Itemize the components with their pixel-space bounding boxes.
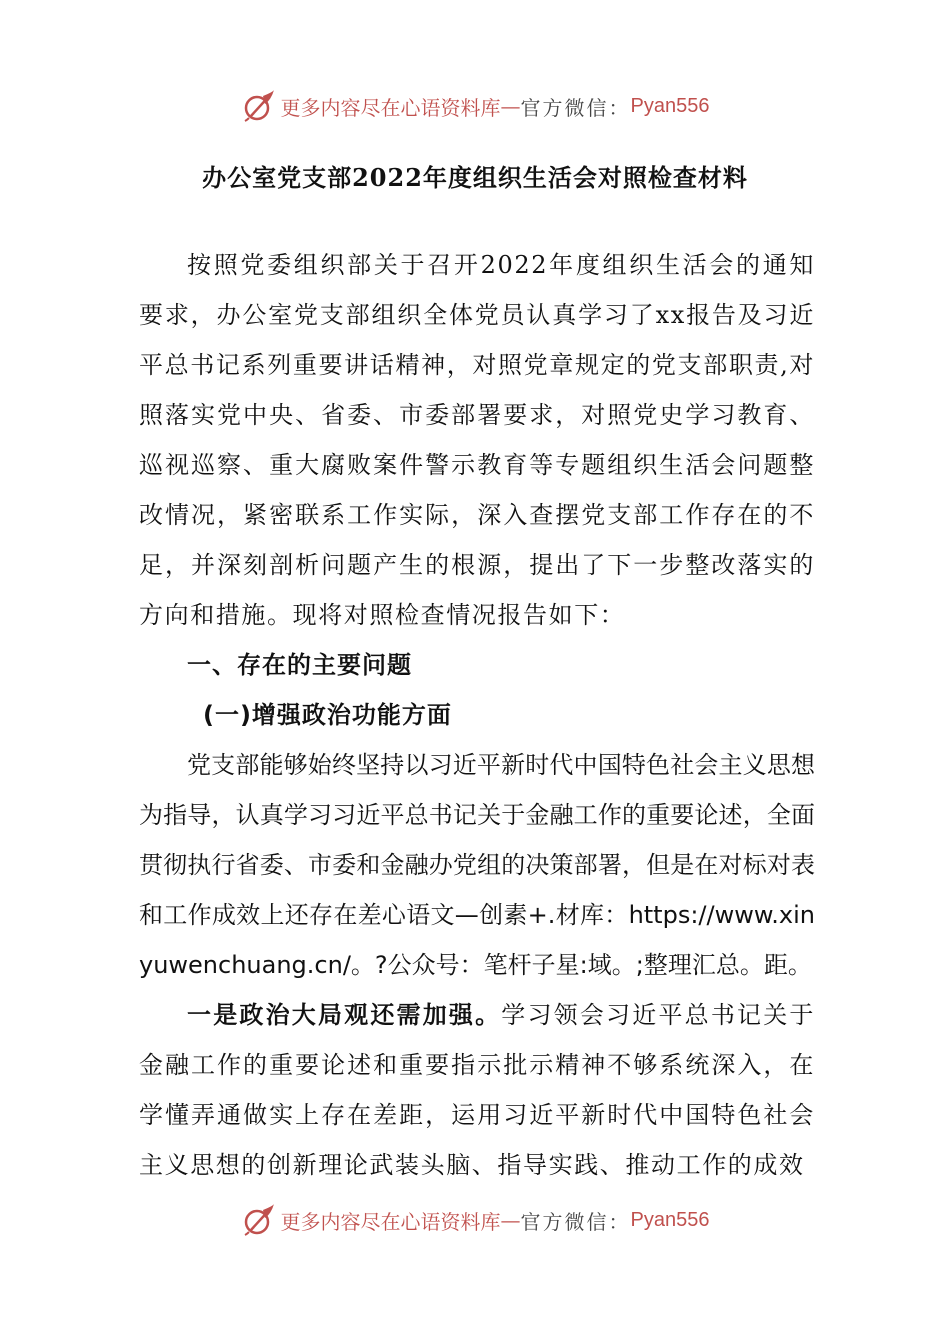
point-one-paragraph <box>139 990 815 1190</box>
subsection-heading-political-function: (一)增强政治功能方面 <box>203 701 452 729</box>
quill-logo-icon <box>241 88 277 124</box>
point-one-text: 学习领会习近平总书记关于金融工作的重要论述和重要指示批示精神不够系统深入，在学懂弄通做实上存在差距，运用习近平新时代中国特色社会主义思想的创新理论武装头脑、指导实践、推动工作的成效 <box>139 1001 815 1179</box>
subsection-paragraph: 党支部能够始终坚持以习近平新时代中国特色社会主义思想为指导，认真学习习近平总书记关于金融工作的重要论述，全面贯彻执行省委、市委和金融办党组的决策部署，但是在对标对表和工作成效上还存在差心语文—创素+.材库：https://www.xinyuwenchuang.cn/。?公众号：笔杆子星:域。;整理汇总。距。 <box>139 751 815 979</box>
quill-logo-icon <box>241 1202 277 1238</box>
watermark-banner-bottom <box>0 1200 950 1240</box>
watermark-separator: — <box>500 94 521 118</box>
section-heading-main-problems: 一、存在的主要问题 <box>187 650 412 679</box>
watermark-wechat-label: 官方微信： <box>520 95 631 120</box>
document-title: 办公室党支部2022年度组织生活会对照检查材料 <box>202 163 748 192</box>
point-one-lead: 一是政治大局观还需加强。 <box>187 1000 502 1029</box>
intro-paragraph: 按照党委组织部关于召开2022年度组织生活会的通知要求，办公室党支部组织全体党员认真学习了xx报告及习近平总书记系列重要讲话精神，对照党章规定的党支部职责,对照落实党中央、省委、市委部署要求，对照党史学习教育、巡视巡察、重大腐败案件警示教育等专题组织生活会问题整改情况，紧密联系工作实际，深入查摆党支部工作存在的不足，并深刻剖析问题产生的根源，提出了下一步整改落实的方向和措施。现将对照检查情况报告如下： <box>139 251 815 629</box>
watermark-brand: 更多内容尽在心语资料库 <box>280 95 501 120</box>
watermark-wechat-id: Pyan556 <box>630 1208 710 1231</box>
watermark-brand: 更多内容尽在心语资料库 <box>280 1209 501 1234</box>
watermark-wechat-label: 官方微信： <box>520 1209 631 1234</box>
watermark-wechat-id: Pyan556 <box>630 94 710 117</box>
document-body <box>139 240 815 1190</box>
watermark-separator: — <box>500 1208 521 1232</box>
watermark-banner-top <box>0 86 950 126</box>
